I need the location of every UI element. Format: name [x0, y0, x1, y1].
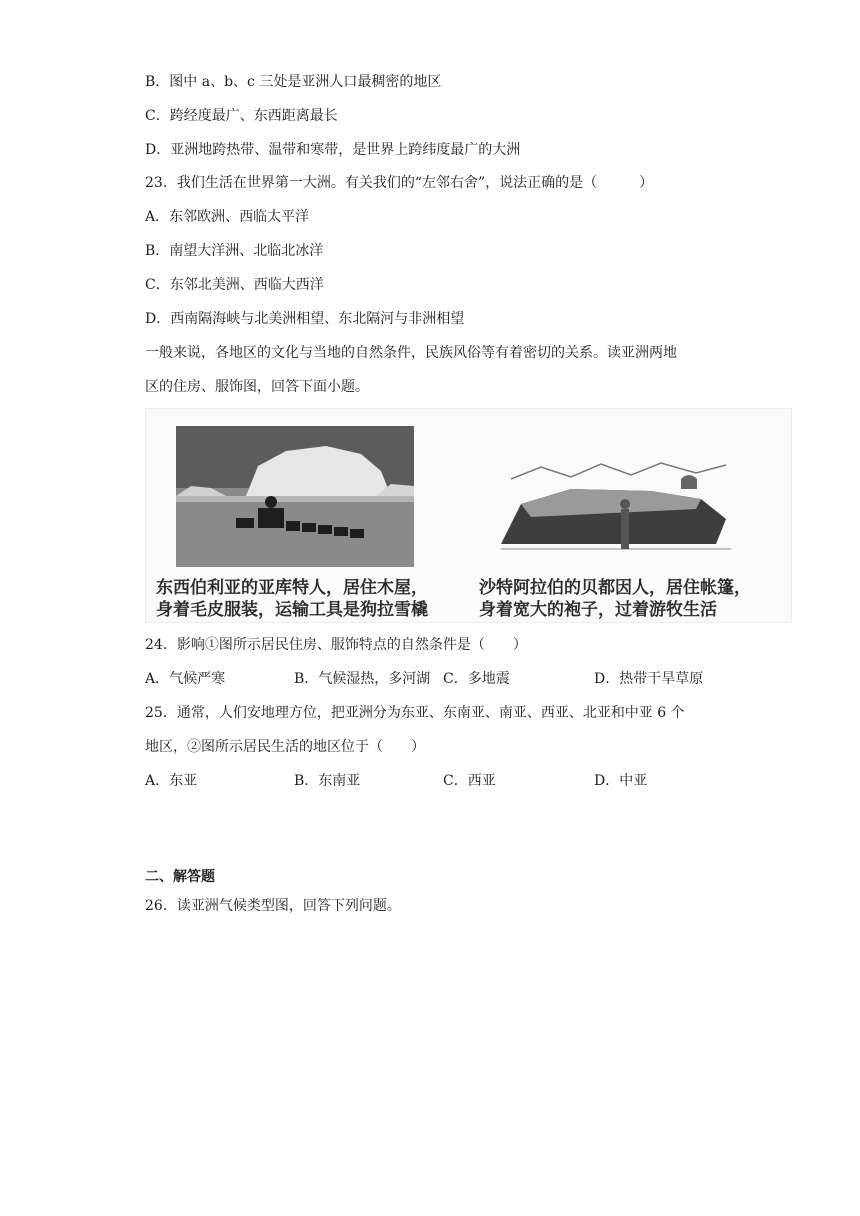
reading-intro-line-2: 区的住房、服饰图，回答下面小题。: [145, 379, 369, 395]
q22-option-d: D．亚洲地跨热带、温带和寒带，是世界上跨纬度最广的大洲: [145, 142, 521, 158]
q23-option-d: D．西南隔海峡与北美洲相望、东北隔河与非洲相望: [145, 311, 465, 327]
q22-option-c: C．跨经度最广、东西距离最长: [145, 108, 338, 124]
q23-option-b: B．南望大洋洲、北临北冰洋: [145, 243, 324, 259]
q25-option-a: A．东亚: [145, 773, 198, 789]
q23-option-a: A．东邻欧洲、西临太平洋: [145, 209, 310, 225]
q24-stem: 24．影响①图所示居民住房、服饰特点的自然条件是（ ）: [145, 637, 527, 653]
q25-option-d: D．中亚: [594, 773, 648, 789]
left-caption-line-1: 东西伯利亚的亚库特人，居住木屋，: [156, 578, 428, 598]
q23-option-c: C．东邻北美洲、西临大西洋: [145, 277, 324, 293]
q24-option-d: D．热带干旱草原: [594, 671, 704, 687]
q25-stem-line-1: 25．通常，人们安地理方位，把亚洲分为东亚、东南亚、南亚、西亚、北亚和中亚 6 个: [145, 705, 685, 721]
q26-stem: 26．读亚洲气候类型图，回答下列问题。: [145, 898, 401, 914]
q25-option-c: C．西亚: [443, 773, 496, 789]
section-heading: 二、解答题: [145, 869, 215, 885]
bedouin-tent-drawing: [501, 449, 731, 574]
q24-option-c: C．多地震: [443, 671, 510, 687]
q25-option-b: B．东南亚: [294, 773, 361, 789]
left-caption-line-2: 身着毛皮服装，运输工具是狗拉雪橇: [156, 600, 428, 620]
q23-stem: 23．我们生活在世界第一大洲。有关我们的“左邻右舍”，说法正确的是（ ）: [145, 175, 654, 191]
q24-option-a: A．气候严寒: [145, 671, 226, 687]
q22-option-b: B．图中 a、b、c 三处是亚洲人口最稠密的地区: [145, 74, 442, 90]
q25-stem-line-2: 地区，②图所示居民生活的地区位于（ ）: [145, 739, 425, 755]
siberia-sled-photo: [176, 426, 414, 567]
q24-option-b: B．气候湿热，多河湖: [294, 671, 431, 687]
housing-clothing-figure: [145, 408, 792, 623]
right-caption-line-2: 身着宽大的袍子，过着游牧生活: [479, 600, 717, 620]
reading-intro-line-1: 一般来说，各地区的文化与当地的自然条件，民族风俗等有着密切的关系。读亚洲两地: [145, 345, 677, 361]
right-caption-line-1: 沙特阿拉伯的贝都因人，居住帐篷，: [479, 578, 751, 598]
